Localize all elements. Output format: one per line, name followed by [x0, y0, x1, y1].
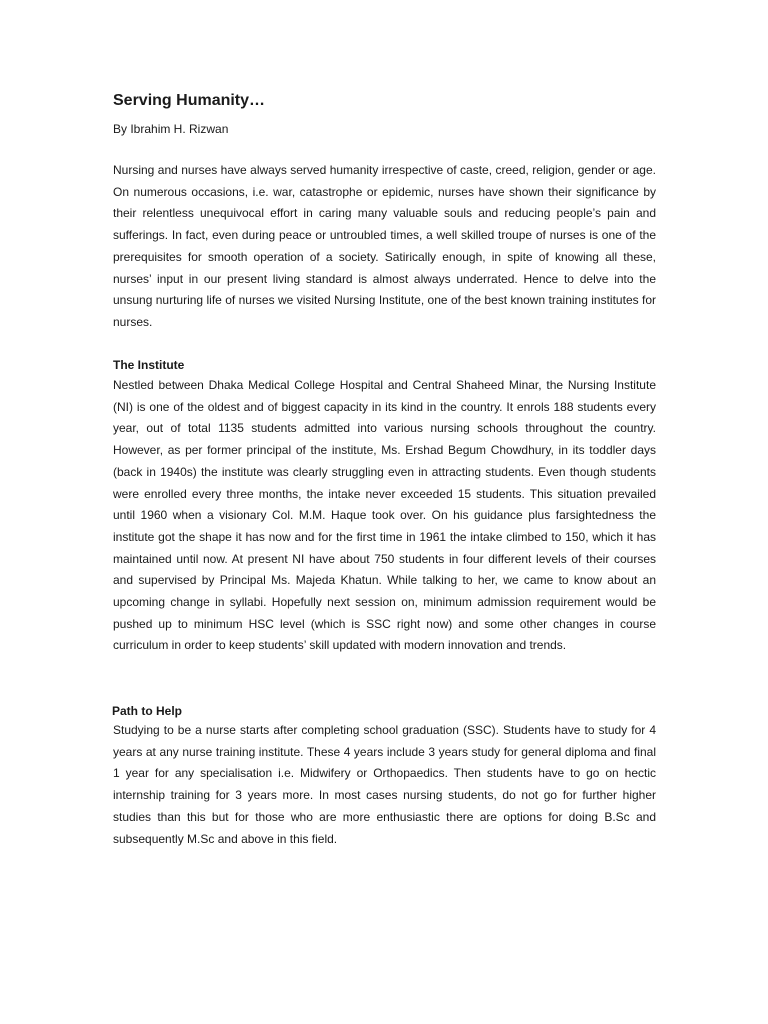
section-body-institute: Nestled between Dhaka Medical College Hospital and Central Shaheed Minar, the Nursing Institute (NI) is one of the oldest and of biggest capacity in its kind in the country. It enrols 188 students every year, out of total 1135 students admitted into various nursing schools throughout the country. However, as per former principal of the institute, Ms. Ershad Begum Chowdhury, in its toddler days (back in 1940s) the institute was clearly struggling even in attracting students. Even though students were enrolled every three months, the intake never exceeded 15 students. This situation prevailed until 1960 when a visionary Col. M.M. Haque took over. On his guidance plus farsightedness the institute got the shape it has now and for the first time in 1961 the intake climbed to 150, which it has maintained until now. At present NI have about 750 students in four different levels of their courses and supervised by Principal Ms. Majeda Khatun. While talking to her, we came to know about an upcoming change in syllabi. Hopefully next session on, minimum admission requirement would be pushed up to minimum HSC level (which is SSC right now) and some other changes in course curriculum in order to keep students’ skill updated with modern innovation and trends.	[113, 378, 656, 653]
article-byline: By Ibrahim H. Rizwan	[113, 122, 229, 136]
article-title: Serving Humanity…	[113, 92, 266, 109]
section-heading-path-to-help: Path to Help	[112, 704, 183, 718]
section-heading-institute: The Institute	[113, 358, 185, 372]
section-body-path-to-help: Studying to be a nurse starts after completing school graduation (SSC). Students have to study for 4 years at any nurse training institute. These 4 years include 3 years study for general diploma and final 1 year for any specialisation i.e. Midwifery or Orthopaedics. Then students have to go on hectic internship training for 3 years more. In most cases nursing students, do not go for further higher studies than this but for those who are more enthusiastic there are options for doing B.Sc and subsequently M.Sc and above in this field.	[113, 723, 656, 846]
intro-paragraph: Nursing and nurses have always served humanity irrespective of caste, creed, religion, gender or age. On numerous occasions, i.e. war, catastrophe or epidemic, nurses have shown their significance by their relentless unequivocal effort in caring many valuable souls and reducing people’s pain and sufferings. In fact, even during peace or untroubled times, a well skilled troupe of nurses is one of the prerequisites for smooth operation of a society. Satirically enough, in spite of knowing all these, nurses’ input in our present living standard is almost always underrated. Hence to delve into the unsung nurturing life of nurses we visited Nursing Institute, one of the best known training institutes for nurses.	[113, 163, 656, 329]
